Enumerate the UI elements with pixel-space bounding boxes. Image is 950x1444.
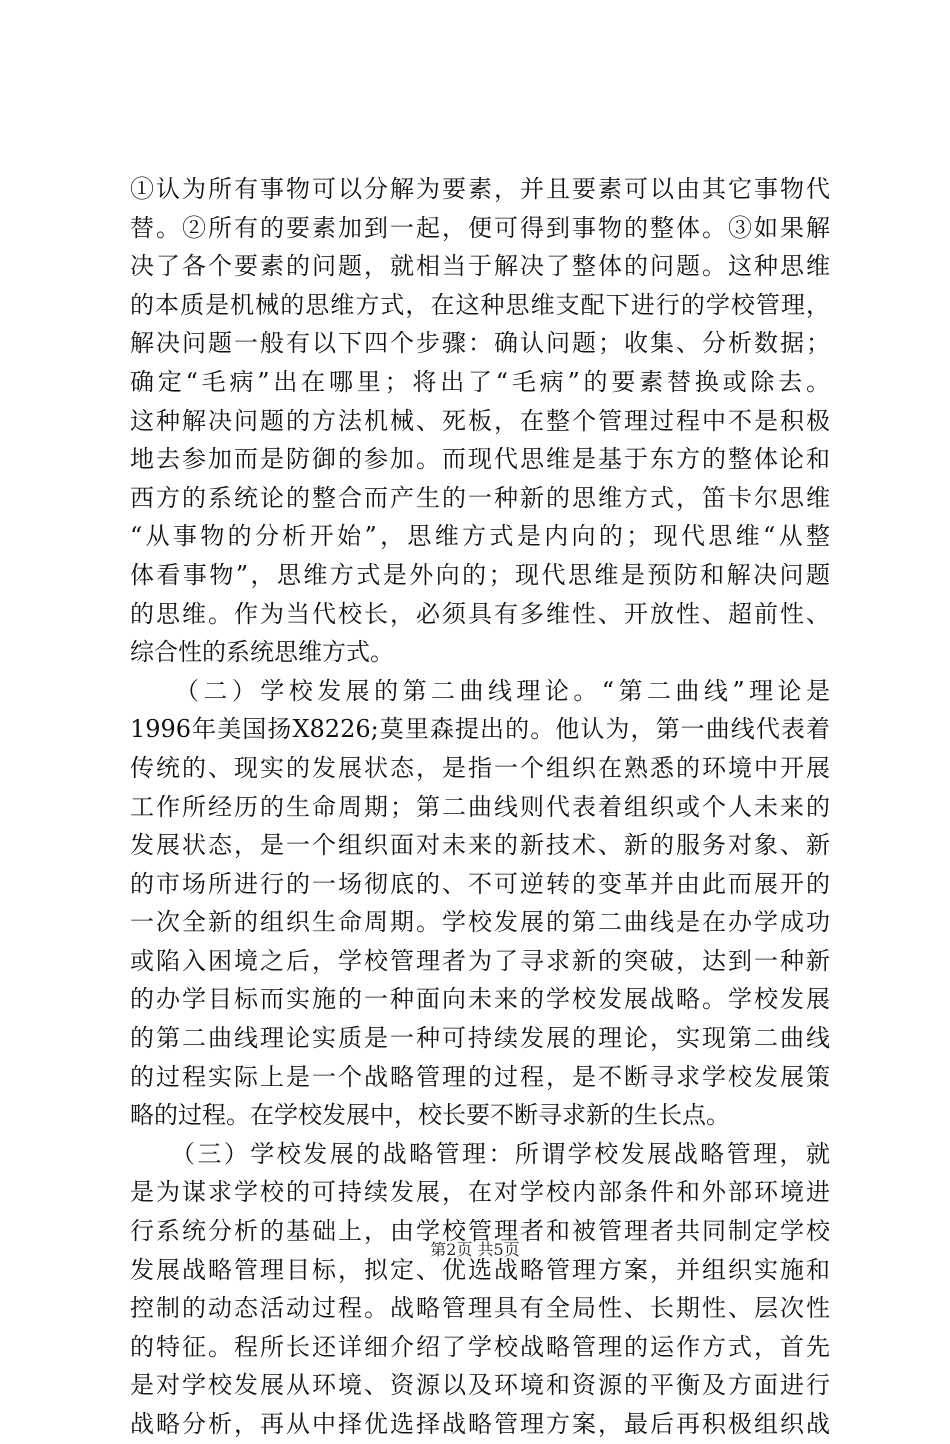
text-line: 的思维。作为当代校长，必须具有多维性、开放性、超前性、 — [130, 599, 830, 628]
text-line: 这种解决问题的方法机械、死板，在整个管理过程中不是积极 — [130, 406, 830, 435]
text-line: 地去参加而是防御的参加。而现代思维是基于东方的整体论和 — [130, 445, 830, 474]
text-line: 发展战略管理目标，拟定、优选战略管理方案，并组织实施和 — [130, 1255, 830, 1284]
text-line: 体看事物”，思维方式是外向的；现代思维是预防和解决问题 — [130, 560, 830, 589]
text-line: 行系统分析的基础上，由学校管理者和被管理者共同制定学校 — [130, 1217, 830, 1246]
text-line: 西方的系统论的整合而产生的一种新的思维方式，笛卡尔思维 — [130, 483, 830, 512]
text-line: ①认为所有事物可以分解为要素，并且要素可以由其它事物代 — [130, 175, 830, 203]
page-number-label: 第2页 共5页 — [430, 1240, 520, 1259]
text-line: 1996年美国扬X8226;莫里森提出的。他认为，第一曲线代表着 — [130, 715, 830, 744]
text-line: 替。②所有的要素加到一起，便可得到事物的整体。③如果解 — [130, 213, 830, 242]
text-line: 战略分析，再从中择优选择战略管理方案，最后再积极组织战 — [130, 1410, 830, 1438]
text-line: 发展状态，是一个组织面对未来的新技术、新的服务对象、新 — [130, 831, 830, 860]
text-line: 的第二曲线理论实质是一种可持续发展的理论，实现第二曲线 — [130, 1024, 830, 1053]
text-line: 一次全新的组织生命周期。学校发展的第二曲线是在办学成功 — [130, 908, 830, 937]
text-line: 的市场所进行的一场彻底的、不可逆转的变革并由此而展开的 — [130, 869, 830, 898]
text-line: 解决问题一般有以下四个步骤：确认问题；收集、分析数据； — [130, 329, 830, 358]
text-line: 是为谋求学校的可持续发展，在对学校内部条件和外部环境进 — [130, 1178, 830, 1207]
text-line: “从事物的分析开始”，思维方式是内向的；现代思维“从整 — [130, 522, 830, 551]
text-line: 传统的、现实的发展状态，是指一个组织在熟悉的环境中开展 — [130, 753, 830, 782]
text-line: （二）学校发展的第二曲线理论。“第二曲线”理论是 — [130, 676, 830, 705]
text-line: 是对学校发展从环境、资源以及环境和资源的平衡及方面进行 — [130, 1371, 830, 1400]
page-footer — [0, 1240, 950, 1260]
text-line: 的本质是机械的思维方式，在这种思维支配下进行的学校管理， — [130, 290, 830, 319]
text-line: 决了各个要素的问题，就相当于解决了整体的问题。这种思维 — [130, 252, 830, 281]
text-line: 的过程实际上是一个战略管理的过程，是不断寻求学校发展策 — [130, 1062, 830, 1091]
text-line: 确定“毛病”出在哪里；将出了“毛病”的要素替换或除去。 — [130, 367, 830, 396]
text-line: 工作所经历的生命周期；第二曲线则代表着组织或个人未来的 — [130, 792, 830, 821]
text-line: 或陷入困境之后，学校管理者为了寻求新的突破，达到一种新 — [130, 946, 830, 975]
text-line: 的特征。程所长还详细介绍了学校战略管理的运作方式，首先 — [130, 1332, 830, 1361]
text-line: 略的过程。在学校发展中，校长要不断寻求新的生长点。 — [130, 1101, 730, 1130]
text-line: 的办学目标而实施的一种面向未来的学校发展战略。学校发展 — [130, 985, 830, 1014]
text-line: 综合性的系统思维方式。 — [130, 638, 394, 667]
text-line: （三）学校发展的战略管理：所谓学校发展战略管理，就 — [130, 1139, 830, 1168]
text-line: 控制的动态活动过程。战略管理具有全局性、长期性、层次性 — [130, 1294, 830, 1323]
